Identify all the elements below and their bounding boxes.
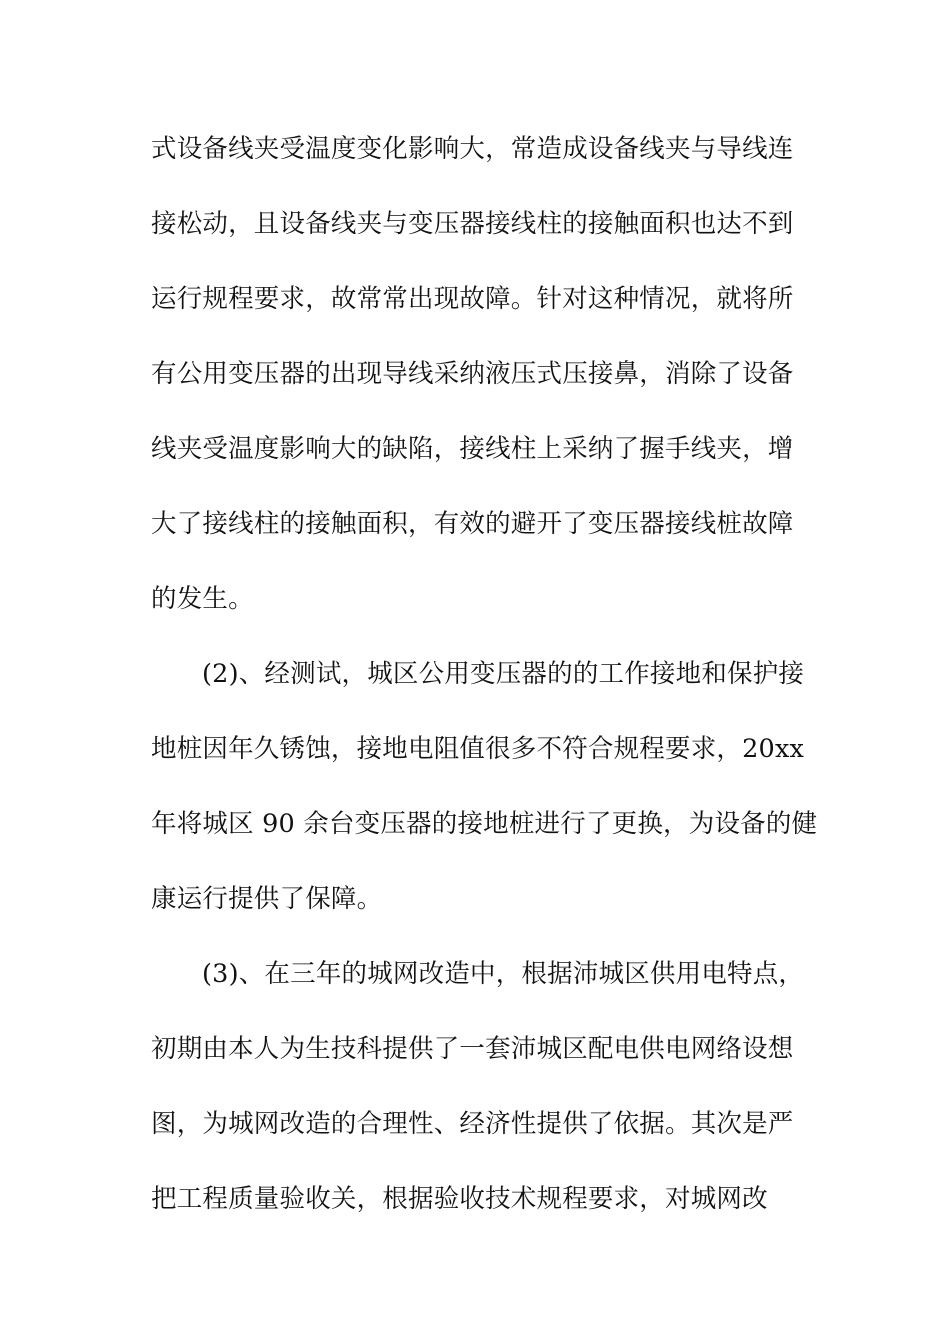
paragraph-start-line: (2)、经测试，城区公用变压器的的工作接地和保护接 — [202, 659, 805, 689]
text-line: 地桩因年久锈蚀，接地电阻值很多不符合规程要求，20xx — [151, 734, 805, 764]
paragraph-start-line: (3)、在三年的城网改造中，根据沛城区供用电特点， — [202, 959, 805, 989]
text-line: 康运行提供了保障。 — [151, 884, 383, 914]
text-line: 的发生。 — [151, 584, 254, 614]
text-line: 运行规程要求，故常常出现故障。针对这种情况，就将所 — [151, 284, 794, 314]
text-line: 接松动，且设备线夹与变压器接线柱的接触面积也达不到 — [151, 209, 794, 239]
text-line: 有公用变压器的出现导线采纳液压式压接鼻，消除了设备 — [151, 359, 794, 389]
text-line: 大了接线柱的接触面积，有效的避开了变压器接线桩故障 — [151, 509, 794, 539]
text-line: 把工程质量验收关，根据验收技术规程要求，对城网改 — [151, 1184, 768, 1214]
text-line: 式设备线夹受温度变化影响大，常造成设备线夹与导线连 — [151, 134, 794, 164]
text-line: 图，为城网改造的合理性、经济性提供了依据。其次是严 — [151, 1109, 794, 1139]
text-line: 初期由本人为生技科提供了一套沛城区配电供电网络设想 — [151, 1034, 794, 1064]
text-line: 线夹受温度影响大的缺陷，接线柱上采纳了握手线夹，增 — [151, 434, 794, 464]
text-line: 年将城区 90 余台变压器的接地桩进行了更换，为设备的健 — [151, 809, 818, 839]
